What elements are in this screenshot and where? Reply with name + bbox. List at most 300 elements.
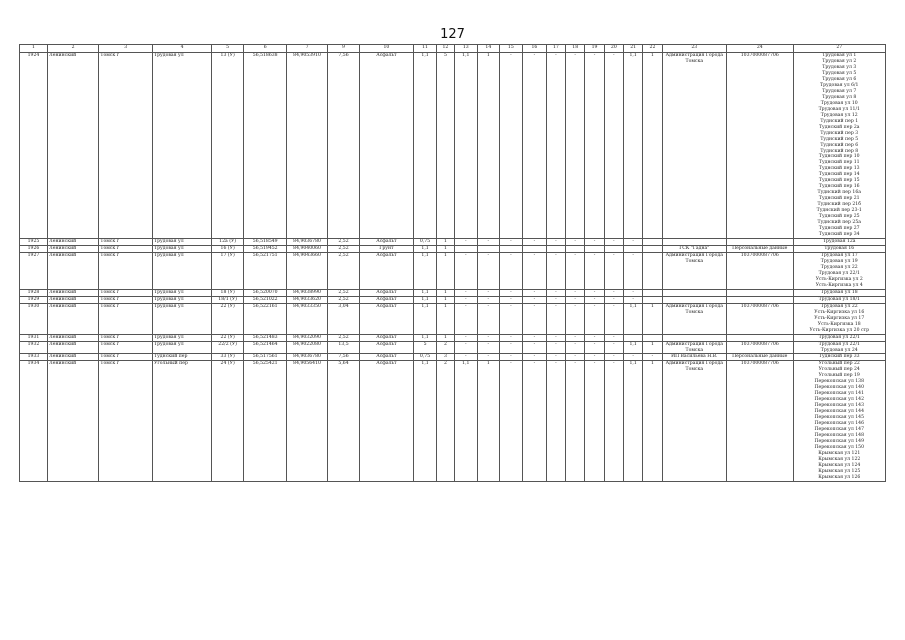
table-cell: Ленинский — [47, 303, 99, 334]
table-cell: - — [454, 252, 478, 289]
table-cell: 56,521483 — [244, 334, 287, 341]
table-cell: 56,517561 — [244, 354, 287, 361]
table-cell: 1 — [437, 239, 454, 246]
table-cell: - — [499, 303, 523, 334]
table-cell: Томск г — [99, 354, 153, 361]
table-cell: 1927 — [20, 252, 48, 289]
column-number-12: 12 — [437, 45, 454, 53]
table-cell: 1037000087706 — [726, 303, 793, 334]
table-cell: 1,1 — [413, 252, 437, 289]
table-cell: - — [499, 334, 523, 341]
table-cell: - — [454, 341, 478, 354]
table-cell: - — [478, 239, 499, 246]
table-cell — [726, 334, 793, 341]
column-number-10: 10 — [360, 45, 414, 53]
table-cell: - — [643, 354, 662, 361]
table-cell: 1924 — [20, 53, 48, 239]
table-cell: Ленинский — [47, 361, 99, 481]
table-row — [20, 289, 886, 296]
table-cell: - — [499, 361, 523, 481]
table-cell: Трудовая ул 22 Усть-Киргизка ул 16 Усть-Киргизка ул 17 Усть-Киргизка 18 Усть-Киргизка ул 20 стр — [793, 303, 885, 334]
table-cell: 16 (У) — [212, 246, 244, 253]
table-cell: Угольный пер 22 Угольный пер 24 Угольный пер 19 Перекопская ул 138 Перекопская ул 140 Перекопская ул 141 Перекопская ул 142 Перекопская ул 143 Перекопская ул 144 Перекопская ул 145 Перекопская ул 146 Перекопская ул 147 Перекопская ул 148 Перекопская ул 149 Перекопская ул 150 Крымская ул 121 Крымская ул 122 Крымская ул 124 Крымская ул 125 Крымская ул 126 — [793, 361, 885, 481]
table-cell: 1925 — [20, 239, 48, 246]
table-cell: 3,04 — [327, 303, 359, 334]
table-cell: - — [523, 341, 547, 354]
table-cell: - — [585, 303, 604, 334]
table-cell: 84,9056410 — [287, 361, 328, 481]
table-cell — [662, 289, 726, 296]
table-cell: 12а (У) — [212, 239, 244, 246]
table-cell: - — [546, 303, 565, 334]
table-cell: 2,52 — [327, 289, 359, 296]
table-cell: 1,1 — [413, 296, 437, 303]
table-cell: - — [546, 252, 565, 289]
table-row — [20, 296, 886, 303]
table-cell: - — [585, 334, 604, 341]
table-cell: Трудовая 16 — [793, 246, 885, 253]
page-number: 127 — [440, 27, 465, 42]
table-cell: - — [604, 361, 623, 481]
table-cell: - — [623, 354, 642, 361]
table-cell: Асфальт — [360, 341, 414, 354]
table-cell: 1 — [437, 252, 454, 289]
table-cell: Томск г — [99, 289, 153, 296]
table-cell: 1,1 — [454, 53, 478, 239]
table-row — [20, 252, 886, 289]
table-cell — [623, 246, 642, 253]
column-number-23: 23 — [662, 45, 726, 53]
table-cell: 0,75 — [413, 354, 437, 361]
table-cell: Администрация Города Томска — [662, 341, 726, 354]
table-cell: Угольный пер — [153, 361, 212, 481]
table-cell: 1928 — [20, 289, 48, 296]
table-cell: - — [566, 361, 585, 481]
table-cell: 1933 — [20, 354, 48, 361]
table-cell: - — [585, 239, 604, 246]
table-cell: 1 — [437, 334, 454, 341]
table-cell: Трудовая ул — [153, 289, 212, 296]
table-cell: 84,9022080 — [287, 341, 328, 354]
table-cell: - — [604, 303, 623, 334]
table-cell: Трудовая ул — [153, 296, 212, 303]
table-row — [20, 361, 886, 481]
table-cell: 1,1 — [623, 303, 642, 334]
table-cell: - — [604, 289, 623, 296]
table-cell: 17 (У) — [212, 252, 244, 289]
table-cell: 1 — [478, 53, 499, 239]
table-cell: 1 — [437, 296, 454, 303]
table-cell: 1,1 — [454, 361, 478, 481]
table-cell: 1 — [643, 53, 662, 239]
table-cell: 5,64 — [327, 361, 359, 481]
table-cell: Ленинский — [47, 252, 99, 289]
table-cell: 1934 — [20, 361, 48, 481]
table-cell: 2,52 — [327, 296, 359, 303]
table-cell: 56,521464 — [244, 341, 287, 354]
table-cell: - — [454, 296, 478, 303]
table-cell: - — [566, 334, 585, 341]
column-number-5: 5 — [212, 45, 244, 53]
table-cell: - — [566, 252, 585, 289]
table-cell — [604, 246, 623, 253]
table-cell: Асфальт — [360, 289, 414, 296]
table-cell: 1929 — [20, 296, 48, 303]
table-cell: 56,525421 — [244, 361, 287, 481]
table-cell: - — [499, 289, 523, 296]
table-cell: - — [478, 354, 499, 361]
table-cell: 22 (У) — [212, 334, 244, 341]
table-cell: Томск г — [99, 341, 153, 354]
table-cell: - — [523, 361, 547, 481]
column-number-3: 3 — [99, 45, 153, 53]
table-cell: 22/2 (У) — [212, 341, 244, 354]
column-number-14: 14 — [478, 45, 499, 53]
table-cell: - — [499, 296, 523, 303]
column-number-1: 1 — [20, 45, 48, 53]
table-cell: 2,52 — [327, 252, 359, 289]
table-cell: - — [523, 354, 547, 361]
table-cell — [726, 289, 793, 296]
table-cell: - — [523, 252, 547, 289]
table-cell: 84,9033620 — [287, 296, 328, 303]
column-number-16: 16 — [523, 45, 547, 53]
table-cell: Томск г — [99, 296, 153, 303]
table-cell: - — [454, 334, 478, 341]
table-cell — [726, 239, 793, 246]
table-cell: - — [623, 239, 642, 246]
table-cell: - — [604, 341, 623, 354]
table-cell: 1037000087706 — [726, 252, 793, 289]
table-cell: - — [604, 239, 623, 246]
table-cell: 0,75 — [413, 239, 437, 246]
table-cell: - — [523, 296, 547, 303]
table-cell: Асфальт — [360, 252, 414, 289]
table-row — [20, 239, 886, 246]
table-cell: 2,52 — [327, 334, 359, 341]
table-cell: - — [585, 361, 604, 481]
table-cell: 56,519452 — [244, 246, 287, 253]
table-cell: Администрация Города Томска — [662, 53, 726, 239]
table-cell: Трудовая ул — [153, 53, 212, 239]
column-number-19: 19 — [585, 45, 604, 53]
table-cell: - — [604, 354, 623, 361]
table-cell: Трудовая ул — [153, 246, 212, 253]
table-row — [20, 53, 886, 239]
table-cell: 84,9040060 — [287, 246, 328, 253]
column-number-18: 18 — [566, 45, 585, 53]
table-cell: - — [478, 334, 499, 341]
table-cell: - — [566, 239, 585, 246]
table-row — [20, 341, 886, 354]
table-cell: Трудовая ул — [153, 239, 212, 246]
column-number-17: 17 — [546, 45, 565, 53]
table-cell: Томск г — [99, 53, 153, 239]
table-cell: 2 — [437, 361, 454, 481]
column-number-27: 27 — [793, 45, 885, 53]
table-cell: - — [499, 341, 523, 354]
table-cell: - — [623, 289, 642, 296]
table-cell: - — [566, 289, 585, 296]
column-number-15: 15 — [499, 45, 523, 53]
table-cell: 13 (У) — [212, 53, 244, 239]
table-cell: Ленинский — [47, 296, 99, 303]
table-cell: ИП Васильева Н.В. — [662, 354, 726, 361]
table-cell: 1,1 — [623, 53, 642, 239]
table-cell: Туднский пер — [153, 354, 212, 361]
table-cell: - — [585, 354, 604, 361]
table-row — [20, 334, 886, 341]
table-cell: 2,52 — [327, 246, 359, 253]
table-cell: - — [623, 296, 642, 303]
table-row — [20, 354, 886, 361]
table-cell — [662, 334, 726, 341]
table-cell: Ленинский — [47, 53, 99, 239]
table-cell: 1037000087706 — [726, 53, 793, 239]
table-cell: Асфальт — [360, 334, 414, 341]
table-cell: Ленинский — [47, 246, 99, 253]
table-cell: 84,9036780 — [287, 239, 328, 246]
table-row — [20, 303, 886, 334]
column-number-13: 13 — [454, 45, 478, 53]
table-cell: - — [546, 354, 565, 361]
table-cell — [643, 334, 662, 341]
table-cell: Трудовая ул 18/1 — [793, 296, 885, 303]
column-number-21: 21 — [623, 45, 642, 53]
table-cell: - — [499, 53, 523, 239]
table-cell: - — [566, 354, 585, 361]
table-cell: - — [604, 296, 623, 303]
table-cell: 24 (У) — [212, 361, 244, 481]
table-cell: Ленинский — [47, 239, 99, 246]
table-cell: 1,1 — [413, 289, 437, 296]
table-cell: 56,522161 — [244, 303, 287, 334]
table-cell: Туднский пер 33 — [793, 354, 885, 361]
table-cell: 56,520070 — [244, 289, 287, 296]
table-cell: - — [523, 334, 547, 341]
table-cell: - — [585, 252, 604, 289]
table-cell: Грунт — [360, 246, 414, 253]
table-cell: Трудовая ул — [153, 341, 212, 354]
registry-table — [19, 44, 886, 482]
table-cell: - — [546, 296, 565, 303]
column-number-7: 7 — [287, 45, 328, 53]
table-cell: 84,9033350 — [287, 303, 328, 334]
table-cell: 56,518549 — [244, 239, 287, 246]
table-cell: - — [523, 239, 547, 246]
table-row — [20, 246, 886, 253]
table-cell: - — [623, 252, 642, 289]
table-cell: 1,1 — [413, 303, 437, 334]
table-cell — [523, 246, 547, 253]
table-cell: - — [546, 361, 565, 481]
column-number-6: 6 — [244, 45, 287, 53]
table-cell — [585, 246, 604, 253]
table-cell — [623, 334, 642, 341]
table-cell: Трудовая ул 22/1 — [793, 334, 885, 341]
table-cell: 5 — [413, 341, 437, 354]
table-cell: - — [454, 239, 478, 246]
table-cell: Асфальт — [360, 303, 414, 334]
table-cell — [454, 246, 478, 253]
table-cell: 84,9032090 — [287, 334, 328, 341]
table-cell: 56,518638 — [244, 53, 287, 239]
table-cell: 84,9036780 — [287, 354, 328, 361]
table-cell: Асфальт — [360, 354, 414, 361]
table-cell: Трудовая ул — [153, 334, 212, 341]
table-cell — [726, 296, 793, 303]
table-cell — [643, 246, 662, 253]
table-cell: - — [478, 289, 499, 296]
table-cell: - — [546, 341, 565, 354]
table-cell — [662, 296, 726, 303]
table-cell — [643, 289, 662, 296]
table-cell: - — [478, 296, 499, 303]
table-cell — [478, 246, 499, 253]
table-cell: Томск г — [99, 361, 153, 481]
table-cell: Ленинский — [47, 354, 99, 361]
table-cell: - — [585, 53, 604, 239]
table-cell — [643, 239, 662, 246]
table-cell: - — [546, 289, 565, 296]
table-cell: 2 — [437, 341, 454, 354]
table-cell: 1,1 — [413, 53, 437, 239]
table-cell: 1 — [478, 361, 499, 481]
table-cell: - — [523, 303, 547, 334]
table-cell — [643, 296, 662, 303]
table-cell: 1 — [437, 303, 454, 334]
table-cell: Персональные данные — [726, 246, 793, 253]
column-number-row — [20, 45, 886, 53]
table-body — [20, 53, 886, 482]
table-cell: - — [454, 303, 478, 334]
table-cell: - — [523, 53, 547, 239]
table-cell: - — [454, 354, 478, 361]
table-cell: Ленинский — [47, 334, 99, 341]
table-cell: - — [585, 341, 604, 354]
table-cell: - — [585, 289, 604, 296]
table-cell: Томск г — [99, 239, 153, 246]
column-number-24: 24 — [726, 45, 793, 53]
table-cell: Томск г — [99, 334, 153, 341]
table-cell: - — [604, 53, 623, 239]
table-cell: - — [566, 53, 585, 239]
table-cell: Томск г — [99, 303, 153, 334]
table-cell: Асфальт — [360, 361, 414, 481]
table-cell: - — [566, 296, 585, 303]
table-cell: - — [454, 289, 478, 296]
table-cell: Ленинский — [47, 341, 99, 354]
table-cell: 84,9053910 — [287, 53, 328, 239]
table-cell: 1930 — [20, 303, 48, 334]
table-cell: 1,1 — [413, 361, 437, 481]
table-cell: Асфальт — [360, 53, 414, 239]
table-cell: Трудовая 12а — [793, 239, 885, 246]
table-cell: 1 — [437, 246, 454, 253]
table-cell: 1 — [643, 341, 662, 354]
table-cell: Трудовая ул 1 Трудовая ул 2 Трудовая ул 3 Трудовая ул 5 Трудовая ул 6 Трудовая ул 6/1 Трудовая ул 7 Трудовая ул 8 Трудовая ул 10 Трудовая ул 11/1 Трудовая ул 12 Туднский пер 1 Туднский пер 2а Туднский пер 3 Туднский пер 5 Туднский пер 6 Туднский пер 8 Туднский пер 10 Туднский пер 11 Туднский пер 13 Туднский пер 14 Туднский пер 15 Туднский пер 16 Туднский пер 16а Туднский пер 21 Туднский пер 21б Туднский пер 23-1 Туднский пер 25 Туднский пер 25а Туднский пер 27 Туднский пер 34 — [793, 53, 885, 239]
table-cell — [499, 246, 523, 253]
column-number-4: 4 — [153, 45, 212, 53]
table-cell: 84,9038990 — [287, 289, 328, 296]
table-cell: 33 (У) — [212, 354, 244, 361]
column-number-20: 20 — [604, 45, 623, 53]
table-cell: Томск г — [99, 252, 153, 289]
table-cell: - — [499, 354, 523, 361]
table-cell: - — [566, 341, 585, 354]
table-cell: Асфальт — [360, 239, 414, 246]
table-cell: 1,1 — [623, 361, 642, 481]
table-cell: ГСК "Гадна" — [662, 246, 726, 253]
table-cell: 7,56 — [327, 354, 359, 361]
column-number-2: 2 — [47, 45, 99, 53]
table-cell: 18 (У) — [212, 289, 244, 296]
table-cell: Трудовая ул — [153, 303, 212, 334]
table-cell: 56,521022 — [244, 296, 287, 303]
table-cell: - — [546, 53, 565, 239]
table-cell: - — [478, 252, 499, 289]
table-cell — [546, 246, 565, 253]
table-cell: 1931 — [20, 334, 48, 341]
table-cell: Администрация Города Томска — [662, 361, 726, 481]
table-cell: - — [499, 252, 523, 289]
table-cell: - — [585, 296, 604, 303]
table-cell: 84,9043660 — [287, 252, 328, 289]
table-cell: - — [478, 341, 499, 354]
table-cell: 1,1 — [413, 246, 437, 253]
table-cell: 3 — [437, 354, 454, 361]
table-cell: Трудовая ул 22/1 Трудовая ул 24 — [793, 341, 885, 354]
table-cell: Томск г — [99, 246, 153, 253]
table-cell: Трудовая ул — [153, 252, 212, 289]
table-cell: - — [566, 303, 585, 334]
table-cell: - — [546, 334, 565, 341]
table-cell: 13,5 — [327, 341, 359, 354]
table-cell: 1926 — [20, 246, 48, 253]
table-cell: 7,56 — [327, 53, 359, 239]
table-cell: Трудовая ул 18 — [793, 289, 885, 296]
table-cell: 1 — [643, 361, 662, 481]
table-cell: Асфальт — [360, 296, 414, 303]
column-number-11: 11 — [413, 45, 437, 53]
table-cell — [662, 239, 726, 246]
table-cell: Администрация Города Томска — [662, 303, 726, 334]
table-cell — [566, 246, 585, 253]
table-cell: - — [478, 303, 499, 334]
table-cell: Ленинский — [47, 289, 99, 296]
table-cell: - — [604, 252, 623, 289]
table-cell: - — [499, 239, 523, 246]
column-number-9: 9 — [327, 45, 359, 53]
table-cell: - — [604, 334, 623, 341]
table-cell: 18/1 (У) — [212, 296, 244, 303]
column-number-22: 22 — [643, 45, 662, 53]
table-cell: 1037000087706 — [726, 341, 793, 354]
table-cell: Администрация Города Томска — [662, 252, 726, 289]
table-cell: 1,1 — [413, 334, 437, 341]
table-cell: 1932 — [20, 341, 48, 354]
table-cell: 1037000087706 — [726, 361, 793, 481]
table-cell: - — [523, 289, 547, 296]
table-cell: 22 (У) — [212, 303, 244, 334]
table-cell: 5 — [437, 53, 454, 239]
table-cell: Персональные данные — [726, 354, 793, 361]
table-cell: - — [546, 239, 565, 246]
table-cell: Трудовая ул 17 Трудовая ул 19 Трудовая ул 22 Трудовая ул 22/1 Усть-Киргизка ул 2 Усть-Киргизка ул 4 — [793, 252, 885, 289]
table-cell: 1 — [643, 303, 662, 334]
table-cell: 1,1 — [623, 341, 642, 354]
table-cell: 1 — [437, 289, 454, 296]
